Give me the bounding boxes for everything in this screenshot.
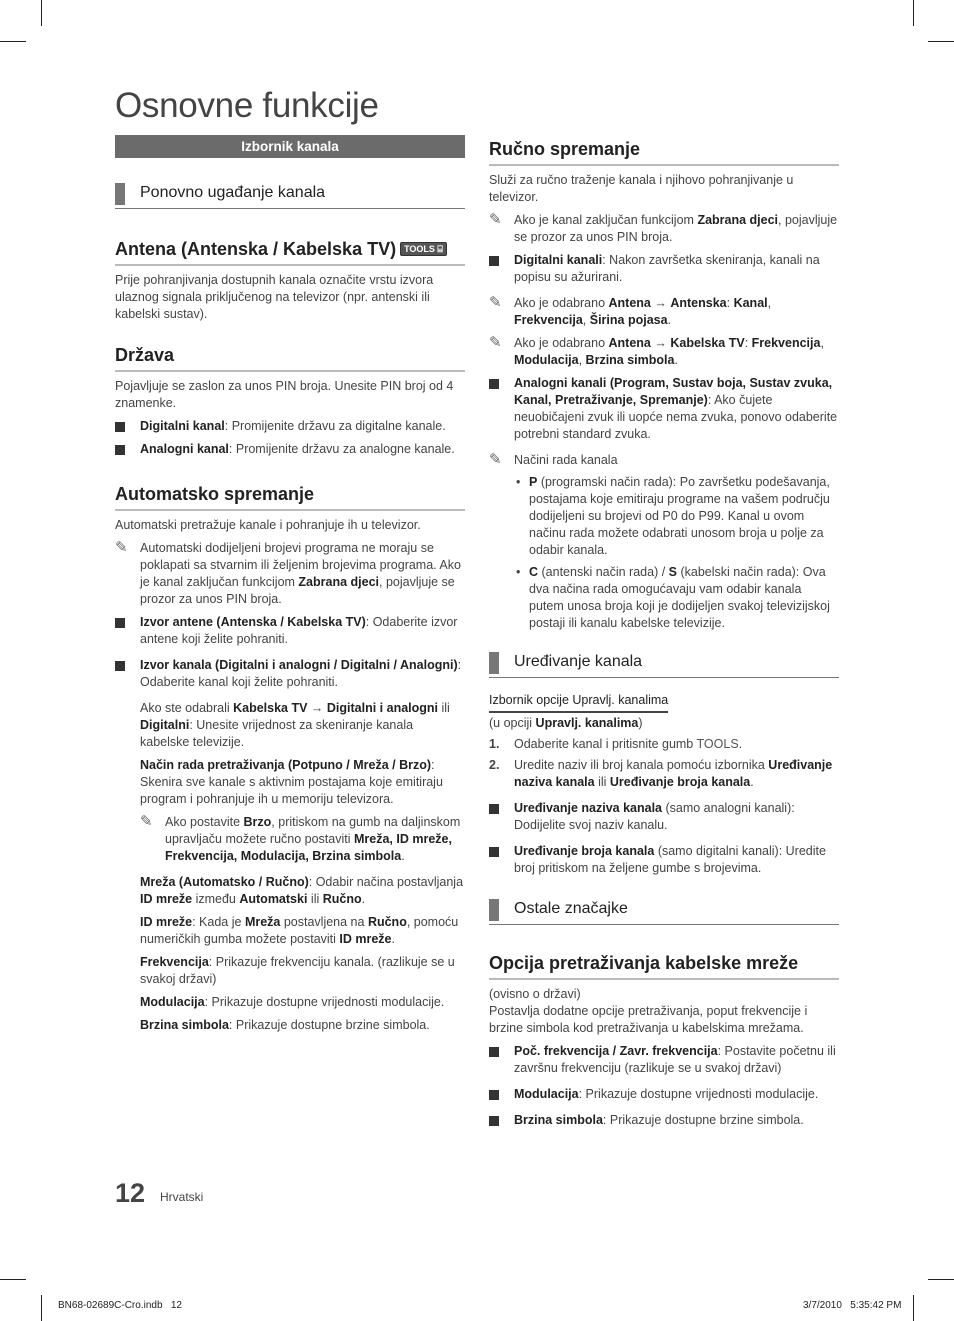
paragraph: Frekvencija: Prikazuje frekvenciju kanala. (razlikuje se u svakoj državi) (140, 955, 455, 986)
step-item: 1. Odaberite kanal i pritisnite gumb TOOLS. (489, 737, 743, 751)
bullet-icon: • (516, 475, 521, 489)
paragraph: Brzina simbola: Prikazuje dostupne brzine simbola. (140, 1018, 430, 1032)
bullet-item: • C (antenski način rada) / S (kabelski način rada): Ova dva načina rada omogućavaju vam odabir kanala putem unosa broja koji je dodijeljen svakoj televizijskoj postaji ili kanalu kabelske televizije. (516, 565, 830, 630)
list-item: Izvor kanala (Digitalni i analogni / Digitalni / Analogni): Odaberite kanal koji želite pohraniti. (115, 657, 465, 691)
heading-auto: Automatsko spremanje (115, 482, 465, 511)
section-heading-editing (489, 652, 839, 678)
crop-mark (913, 0, 914, 26)
menu-bar-title: Izbornik kanala (115, 135, 465, 158)
square-bullet-icon (489, 804, 499, 814)
section-heading-retune (115, 183, 465, 209)
square-bullet-icon (115, 445, 125, 455)
paragraph: Način rada pretraživanja (Potpuno / Mreža / Brzo): Skenira sve kanale s aktivnim postajama koje emitiraju program i pohranjuje ih u memoriju televizora. (140, 758, 443, 806)
square-bullet-icon (489, 847, 499, 857)
heading-antena-label: Antena (Antenska / Kabelska TV) (115, 239, 397, 259)
heading-opcija: Opcija pretraživanja kabelske mreže (489, 951, 839, 980)
section-heading-label: Ponovno ugađanje kanala (140, 184, 326, 201)
heading-rucno: Ručno spremanje (489, 137, 839, 166)
drzava-text: Pojavljuje se zaslon za unos PIN broja. Unesite PIN broj od 4 znamenke. (115, 379, 454, 410)
bullet-icon: • (516, 565, 521, 579)
print-file-info: BN68-02689C-Cro.indb 12 (58, 1300, 182, 1311)
pencil-note-icon: ✎ (489, 211, 502, 228)
crop-mark (913, 1295, 914, 1321)
antena-text: Prije pohranjivanja dostupnih kanala označite vrstu izvora ulaznog signala priključenog na televizor (npr. antenski ili kabelski sustav). (115, 273, 434, 321)
rucno-text: Služi za ručno traženje kanala i njihovo pohranjivanje u televizor. (489, 173, 794, 204)
square-bullet-icon (115, 618, 125, 628)
left-column (115, 135, 465, 1034)
pencil-note-icon: ✎ (489, 334, 502, 351)
note: ✎ Ako je kanal zaključan funkcijom Zabrana djeci, pojavljuje se prozor za unos PIN broja. (489, 211, 838, 244)
list-item: Brzina simbola: Prikazuje dostupne brzine simbola. (489, 1112, 839, 1129)
section-marker-icon (115, 183, 125, 205)
square-bullet-icon (489, 1090, 499, 1100)
menu-sub: (u opciji Upravlj. kanalima) (489, 716, 643, 730)
crop-mark (41, 0, 42, 26)
auto-text: Automatski pretražuje kanale i pohranjuje ih u televizor. (115, 518, 421, 532)
opcija-text-1: (ovisno o državi) (489, 987, 581, 1001)
step-item: 2. Uredite naziv ili broj kanala pomoću izbornika Uređivanje naziva kanala ili Uređivanje broja kanala. (489, 758, 833, 789)
note: ✎ Automatski dodijeljeni brojevi programa ne moraju se poklapati sa stvarnim ili željenim brojevima programa. Ako je kanal zaključan funkcijom Zabrana djeci, pojavljuje se prozor za unos PIN broja. (115, 539, 461, 606)
opcija-text-2: Postavlja dodatne opcije pretraživanja, poput frekvencije i brzine simbola kod pretraživanja u kabelskima mrežama. (489, 1004, 808, 1035)
square-bullet-icon (489, 379, 499, 389)
right-column (489, 135, 839, 1129)
crop-mark (41, 1295, 42, 1321)
page-title: Osnovne funkcije (115, 86, 379, 125)
note: ✎ Ako postavite Brzo, pritiskom na gumb na daljinskom upravljaču možete ručno postaviti Mreža, ID mreže, Frekvencija, Modulacija, Brzina simbola. (140, 813, 461, 863)
print-datetime: 3/7/2010 5:35:42 PM (803, 1300, 902, 1311)
crop-mark (0, 41, 26, 42)
section-heading-other (489, 899, 839, 925)
square-bullet-icon (489, 1047, 499, 1057)
paragraph: Mreža (Automatsko / Ručno): Odabir načina postavljanja ID mreže između Automatski ili Ručno. (140, 875, 464, 906)
square-bullet-icon (489, 1116, 499, 1126)
section-marker-icon (489, 652, 499, 674)
list-item: Digitalni kanal: Promijenite državu za digitalne kanale. (115, 418, 465, 435)
list-item: Analogni kanal: Promijenite državu za analogne kanale. (115, 441, 465, 458)
paragraph: ID mreže: Kada je Mreža postavljena na Ručno, pomoću numeričkih gumba možete postaviti ID mreže. (140, 915, 459, 946)
square-bullet-icon (115, 422, 125, 432)
pencil-note-icon: ✎ (140, 813, 153, 830)
heading-antena (115, 237, 465, 266)
menu-link: Izbornik opcije Upravlj. kanalima (489, 692, 668, 713)
heading-drzava: Država (115, 343, 465, 372)
pencil-note-icon: ✎ (489, 294, 502, 311)
list-item: Uređivanje naziva kanala (samo analogni kanali): Dodijelite svoj naziv kanalu. (489, 800, 839, 834)
list-item: Modulacija: Prikazuje dostupne vrijednosti modulacije. (489, 1086, 839, 1103)
list-item: Izvor antene (Antenska / Kabelska TV): Odaberite izvor antene koji želite pohraniti. (115, 614, 465, 648)
pencil-note-icon: ✎ (489, 451, 502, 468)
list-item: Analogni kanali (Program, Sustav boja, Sustav zvuka, Kanal, Pretraživanje, Spremanje): Ako čujete neuobičajeni zvuk ili uopće nema zvuka, ponovo odaberite potrebni standard zvuka. (489, 375, 839, 443)
note: ✎ Ako je odabrano Antena → Kabelska TV: Frekvencija, Modulacija, Brzina simbola. (489, 334, 824, 367)
note: ✎ Ako je odabrano Antena → Antenska: Kanal, Frekvencija, Širina pojasa. (489, 294, 772, 327)
list-item: Uređivanje broja kanala (samo digitalni kanali): Uredite broj pritiskom na željene gumbe s brojevima. (489, 843, 839, 877)
paragraph: Modulacija: Prikazuje dostupne vrijednosti modulacije. (140, 995, 445, 1009)
crop-mark (928, 41, 954, 42)
page-language: Hrvatski (160, 1190, 204, 1204)
page-number: 12 (115, 1178, 146, 1208)
note: ✎ Načini rada kanala (489, 451, 618, 468)
section-heading-label: Ostale značajke (514, 900, 628, 917)
crop-mark (928, 1279, 954, 1280)
square-bullet-icon (489, 256, 499, 266)
section-heading-label: Uređivanje kanala (514, 653, 643, 670)
list-item: Poč. frekvencija / Zavr. frekvencija: Postavite početnu ili završnu frekvenciju (razlikuje se u svakoj državi) (489, 1043, 839, 1077)
square-bullet-icon (115, 661, 125, 671)
list-item: Digitalni kanali: Nakon završetka skeniranja, kanali na popisu su ažurirani. (489, 252, 839, 286)
bullet-item: • P (programski način rada): Po završetku podešavanja, postajama koje emitiraju programe na vašem području dodijeljeni su brojevi od P0 do P99. Kanal u ovom načinu rada možete odabrati unosom broja u polje za odabir kanala. (516, 475, 830, 557)
tools-icon: TOOLS ⌸ (400, 242, 447, 256)
menu-path (489, 692, 839, 713)
section-marker-icon (489, 899, 499, 921)
crop-mark (0, 1279, 26, 1280)
paragraph: Ako ste odabrali Kabelska TV → Digitalni i analogni ili Digitalni: Unesite vrijednost za skeniranje kanala kabelske televizije. (140, 701, 450, 749)
pencil-note-icon: ✎ (115, 539, 128, 556)
